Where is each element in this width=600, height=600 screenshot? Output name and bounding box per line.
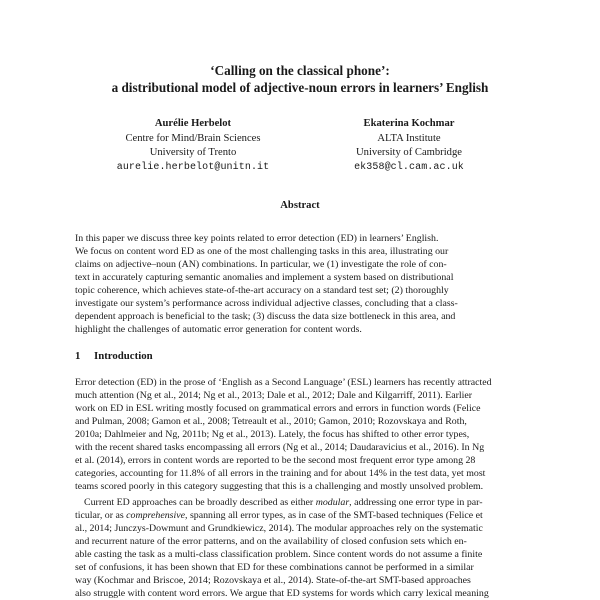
emphasis-text: comprehensive (126, 510, 186, 521)
text-run: ticular, or as (75, 510, 127, 521)
author-affiliation: Centre for Mind/Brain Sciences (125, 132, 261, 144)
abstract-line: highlight the challenges of automatic error generation for content words. (75, 324, 362, 335)
author-affiliation: University of Trento (149, 147, 237, 159)
abstract-line: investigate our system’s performance across individual adjective classes, concluding that a class- (75, 298, 458, 309)
abstract-line: In this paper we discuss three key points related to error detection (ED) in learners’ English. (75, 233, 439, 244)
body-line: with the recent shared tasks encompassing all errors (Ng et al., 2014; Daudaravicius et al., 2016). In Ng (75, 442, 485, 453)
section-heading (75, 349, 153, 363)
abstract-heading: Abstract (280, 200, 320, 211)
author-name: Ekaterina Kochmar (363, 118, 455, 129)
body-line: and recurrent nature of the error patterns, and on the availability of closed confusion sets which en- (75, 536, 467, 547)
text-run: Current ED approaches can be broadly described as either (84, 497, 316, 508)
paper-title-line-2: a distributional model of adjective-noun errors in learners’ English (111, 80, 489, 95)
author-name: Aurélie Herbelot (154, 118, 232, 129)
author-affiliation: University of Cambridge (356, 147, 462, 159)
section-number: 1 (75, 350, 81, 362)
body-line: 2010a; Dahlmeier and Ng, 2011b; Ng et al., 2013). Lately, the focus has shifted to other error types, (75, 429, 470, 440)
text-run: , spanning all error types, as in case of the SMT-based techniques (Felice et (185, 510, 483, 521)
abstract-line: topic coherence, which achieves state-of-the-art accuracy on a standard test set; (2) thoroughly (75, 285, 449, 296)
author-email: aurelie.herbelot@unitn.it (116, 161, 270, 173)
author-affiliation: ALTA Institute (377, 132, 441, 144)
body-line: and Pulman, 2008; Gamon et al., 2008; Tetreault et al., 2010; Gamon, 2010; Rozovskaya and Roth, (75, 416, 467, 427)
body-line: Error detection (ED) in the prose of ‘English as a Second Language’ (ESL) learners has recently attracted (75, 377, 492, 388)
body-line: able casting the task as a multi-class classification problem. Since content words do not assume a finite (75, 549, 483, 560)
author-block-2 (306, 117, 512, 175)
body-line: et al. (2014), errors in content words are reported to be the second most frequent error type among 28 (75, 455, 476, 466)
abstract-line: We focus on content word ED as one of the most challenging tasks in this area, illustrating our (75, 246, 449, 257)
section-title: Introduction (94, 350, 153, 362)
abstract-line: text in accurately capturing semantic anomalies and implement a system based on distributional (75, 272, 454, 283)
body-line: way (Kochmar and Briscoe, 2014; Rozovskaya et al., 2014). State-of-the-art SMT-based approaches (75, 575, 471, 586)
paper-title-line-1: ‘Calling on the classical phone’: (210, 63, 390, 78)
body-line: teams scored poorly in this category suggesting that this is a challenging and mostly unsolved problem. (75, 481, 484, 492)
body-line: set of confusions, it has been shown that ED for these combinations cannot be performed in a similar (75, 562, 474, 573)
author-block-1 (90, 117, 296, 175)
body-line: al., 2014; Junczys-Dowmunt and Grundkiewicz, 2014). The modular approaches rely on the systematic (75, 523, 483, 534)
body-line (84, 496, 527, 509)
body-line: work on ED in ESL writing mostly focused on grammatical errors and errors in function words (Felice (75, 403, 481, 414)
abstract-line: dependent approach is beneficial to the task; (3) discuss the data size bottleneck in this area, and (75, 311, 456, 322)
body-line: categories, accounting for 11.8% of all errors in the training and for about 14% in the test data, yet most (75, 468, 486, 479)
body-line: also struggle with content word errors. We argue that ED systems for words which carry lexical meaning (75, 588, 489, 599)
body-line (75, 509, 527, 522)
abstract-line: claims on adjective–noun (AN) combinations. In particular, we (1) investigate the role of con- (75, 259, 447, 270)
text-run: , addressing one error type in par- (349, 497, 483, 508)
body-line: much attention (Ng et al., 2014; Ng et al., 2013; Dale et al., 2012; Dale and Kilgarriff, 2011). Earlier (75, 390, 473, 401)
author-email: ek358@cl.cam.ac.uk (354, 161, 464, 173)
emphasis-text: modular (315, 497, 350, 508)
